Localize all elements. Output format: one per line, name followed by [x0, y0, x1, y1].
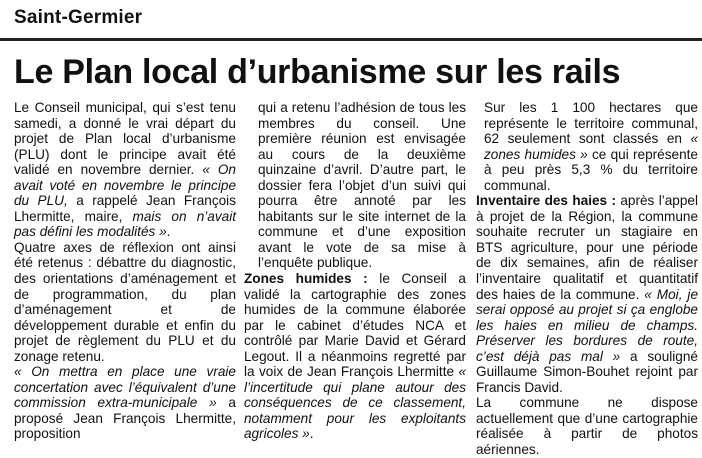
body-text: Sur les 1 100 hectares que représente le territoire communal, 62 seulement sont classés en: [484, 100, 698, 147]
body-text: ce qui représente à peu près 5,3 % du territoire communal.: [484, 146, 698, 193]
paragraph: [14, 100, 236, 240]
body-text: a proposé Jean François Lhermitte, proposition: [14, 395, 236, 442]
section-kicker: Saint-Germier: [14, 7, 143, 28]
quote: « l’incertitude qui plane autour des conséquences de ce classement, notamment pour les exploitants agricoles »: [244, 364, 466, 442]
body-text: Le Conseil municipal, qui s’est tenu samedi, a donné le vrai départ du projet de Plan local d’urbanisme (PLU) dont le principe avait été validé en novembre dernier.: [14, 100, 236, 178]
paragraph: [244, 271, 466, 442]
quote: « Moi, je serai opposé au projet si ça englobe les haies en milieu de champs. Préserver les bordures de route, c’est déjà pas mal »: [476, 286, 699, 364]
paragraph: La commune ne dispose actuellement que d’une cartographie réalisée à partir de photos aériennes.: [476, 395, 698, 458]
quote: « On mettra en place une vraie concertation avec l’équivalent d’une commission extra-municipale »: [14, 364, 236, 411]
article-headline: Le Plan local d’urbanisme sur les rails: [14, 53, 621, 91]
paragraph: [14, 364, 236, 442]
body-text: a rappelé Jean François Lhermitte, maire,: [14, 193, 236, 224]
subhead: Inventaire des haies :: [476, 193, 616, 209]
body-text: .: [309, 426, 314, 442]
body-text: .: [166, 224, 171, 240]
subhead: Zones humides :: [244, 271, 368, 287]
quote: « On avait voté en novembre le principe du PLU,: [14, 162, 236, 209]
kicker-divider: [0, 38, 702, 41]
paragraph: Quatre axes de réflexion ont ainsi été retenus : débattre du diagnostic, des orientations d’aménagement et de programmation, du plan d’aménagement et de développement durable et enfin du projet de règlement du PLU et du zonage retenu.: [14, 239, 236, 364]
article-column-3: [476, 100, 698, 458]
quote: « zones humides »: [484, 131, 698, 162]
body-text: le Conseil a validé la cartographie des zones humides de la commune élaborée par le cabinet d’études NCA et contrôlé par Marie David et Gérard Legout. Il a néanmoins regretté par la voix de Jean François Lhermitte: [244, 271, 466, 380]
body-text: après l’appel à projet de la Région, la commune souhaite recruter un stagiaire en BTS agriculture, pour une période de dix semaines, afin de réaliser l’inventaire qualitatif et quantitatif des haies de la commune.: [476, 193, 699, 302]
article-column-1: [14, 100, 236, 442]
paragraph: [476, 100, 698, 193]
paragraph: [476, 193, 698, 395]
quote: mais on n’avait pas défini les modalités »: [14, 208, 236, 240]
article-column-2: [244, 100, 466, 442]
paragraph: qui a retenu l’adhésion de tous les membres du conseil. Une première réunion est envisagée au cours de la deuxième quinzaine d’avril. D’autre part, le dossier fera l’objet d’un suivi qui pourra être annoté par les habitants sur le site internet de la commune et d’une exposition avant le vote de sa mise à l’enquête publique.: [258, 100, 466, 271]
body-text: a souligné Guillaume Simon-Bouhet rejoint par Francis David.: [476, 348, 698, 395]
